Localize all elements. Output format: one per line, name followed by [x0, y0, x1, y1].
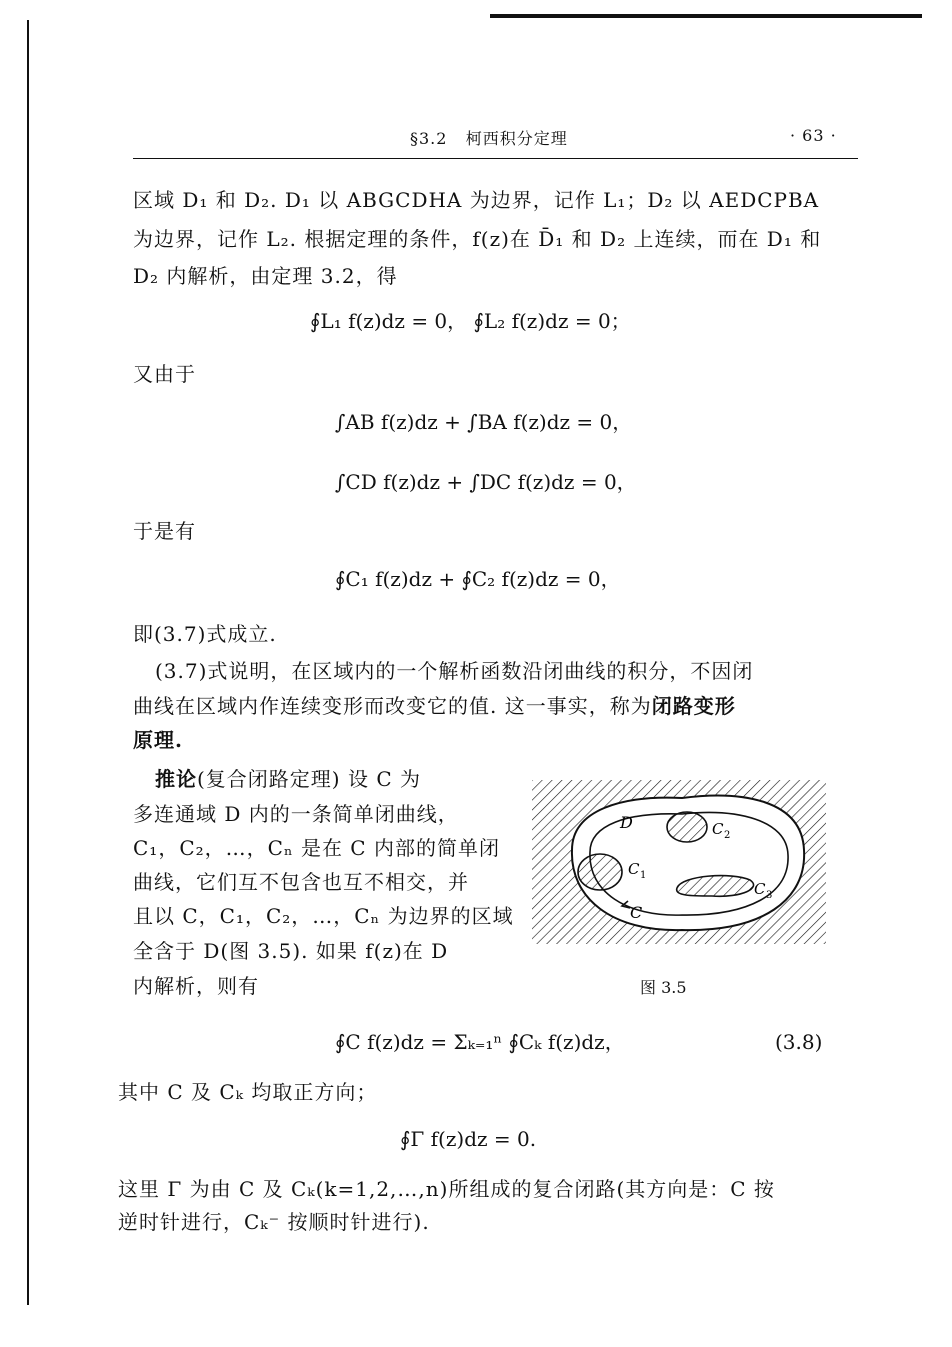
corollary-line-1: [155, 765, 421, 793]
hole-c1: [578, 854, 622, 890]
equation-2a: ∫AB f(z)dz + ∫BA f(z)dz = 0，: [335, 410, 633, 434]
label-c2-sub: 2: [724, 830, 731, 841]
figure-caption: 图 3.5: [640, 978, 687, 997]
page-number: · 63 ·: [790, 126, 837, 145]
corollary-line-3: C₁，C₂，…，Cₙ 是在 C 内部的简单闭: [133, 836, 500, 860]
corollary-line-1-text: (复合闭路定理) 设 C 为: [197, 767, 421, 791]
text-where: 其中 C 及 Cₖ 均取正方向；: [118, 1080, 378, 1104]
equation-3-8: ∮C f(z)dz = Σₖ₌₁ⁿ ∮Cₖ f(z)dz，: [335, 1030, 625, 1054]
text-yu-shi: 于是有: [133, 519, 196, 543]
label-c3: C: [754, 880, 766, 898]
para2-line-3: 原理.: [133, 728, 183, 752]
equation-2b: ∫CD f(z)dz + ∫DC f(z)dz = 0，: [335, 470, 637, 494]
corollary-line-2: 多连通域 D 内的一条简单闭曲线，: [133, 802, 459, 826]
text-line-2: 为边界，记作 L₂. 根据定理的条件，f(z)在 D̄₁ 和 D₂ 上连续，而在 D₁ 和: [133, 227, 822, 251]
text-line-1: 区域 D₁ 和 D₂. D₁ 以 ABGCDHA 为边界，记作 L₁；D₂ 以 AEDCPBA: [133, 188, 820, 212]
section-title: 柯西积分定理: [465, 129, 568, 148]
corollary-label: 推论: [155, 767, 197, 791]
label-c1-sub: 1: [640, 870, 647, 881]
label-c1: C: [628, 860, 640, 878]
corollary-line-6: 全含于 D(图 3.5). 如果 f(z)在 D: [133, 939, 449, 963]
last-line-2: 逆时针进行，Cₖ⁻ 按顺时针进行).: [118, 1210, 430, 1234]
label-c2: C: [712, 820, 724, 838]
equation-gamma: ∮Γ f(z)dz = 0.: [400, 1127, 537, 1151]
corollary-line-4: 曲线，它们互不包含也互不相交，并: [133, 870, 469, 894]
hole-c2: [667, 812, 707, 842]
corollary-line-7: 内解析，则有: [133, 974, 259, 998]
text-ji-cheng-li: 即(3.7)式成立.: [133, 622, 277, 646]
left-margin-line: [27, 20, 29, 1305]
header-rule: [133, 158, 858, 159]
top-right-rule: [490, 14, 922, 18]
equation-number-3-8: (3.8): [775, 1030, 823, 1054]
text-line-3: D₂ 内解析，由定理 3.2，得: [133, 264, 398, 288]
figure-3-5: [532, 780, 826, 944]
equation-1: ∮L₁ f(z)dz = 0， ∮L₂ f(z)dz = 0；: [310, 309, 631, 333]
corollary-line-5: 且以 C，C₁，C₂，…，Cₙ 为边界的区域: [133, 904, 514, 928]
term-closed-path-deformation: 闭路变形: [651, 694, 736, 718]
para2-line-1: (3.7)式说明，在区域内的一个解析函数沿闭曲线的积分，不因闭: [155, 659, 754, 683]
label-c: C: [630, 903, 643, 922]
last-line-1: 这里 Γ 为由 C 及 Cₖ(k=1,2,…,n)所组成的复合闭路(其方向是：C 按: [118, 1177, 775, 1201]
para2-line-2: [133, 692, 736, 720]
label-d: D: [620, 813, 633, 832]
section-number: §3.2: [410, 129, 448, 148]
equation-3: ∮C₁ f(z)dz + ∮C₂ f(z)dz = 0，: [335, 567, 621, 591]
label-c3-sub: 3: [766, 890, 773, 901]
text-you-yu: 又由于: [133, 362, 196, 386]
running-header: [410, 126, 568, 149]
para2-line-2-text: 曲线在区域内作连续变形而改变它的值. 这一事实，称为: [133, 694, 652, 718]
